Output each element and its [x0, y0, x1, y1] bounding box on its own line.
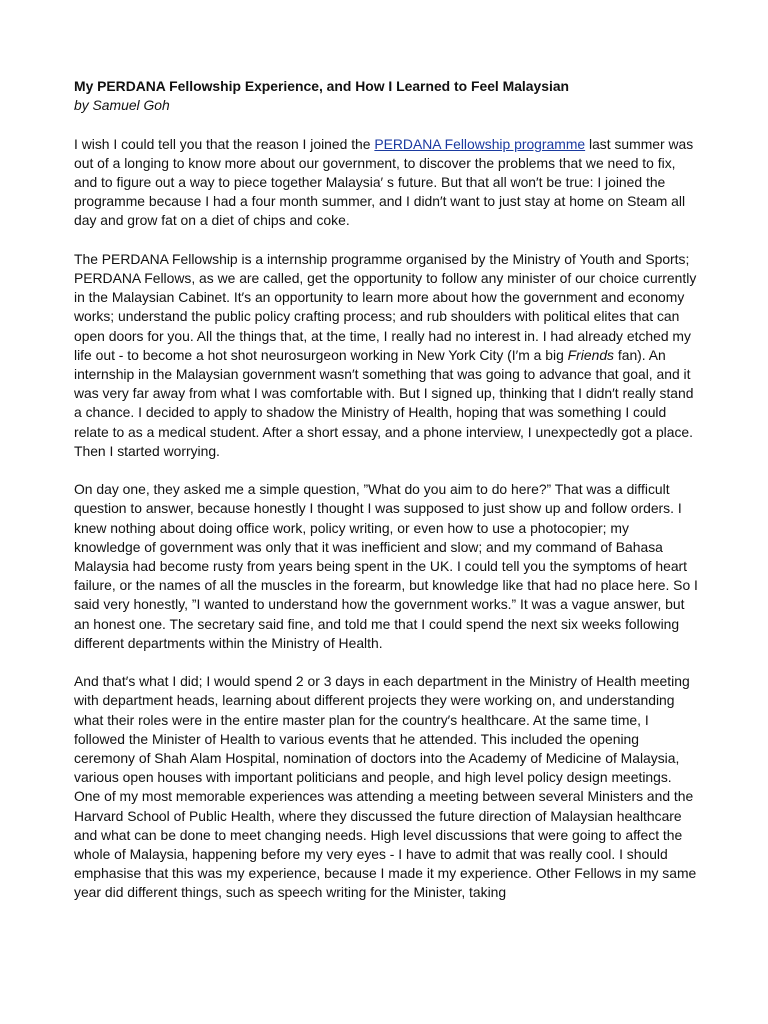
paragraph-3: On day one, they asked me a simple question, ”What do you aim to do here?” That was a difficult question to answer, because honestly I thought I was supposed to just show up and follow orders. I knew nothing about doing office work, policy writing, or even how to use a photocopier; my knowledge of government was only that it was inefficient and slow; and my command of Bahasa Malaysia had become rusty from years being spent in the UK. I could tell you the symptoms of heart failure, or the names of all the muscles in the forearm, but knowledge like that had no place here. So I said very honestly, ”I wanted to understand how the government works.” It was a vague answer, but an honest one. The secretary said fine, and told me that I could spend the next six weeks following different departments within the Ministry of Health. — [74, 481, 698, 651]
perdana-fellowship-link[interactable]: PERDANA Fellowship programme — [374, 135, 586, 152]
paragraph-1 — [74, 135, 698, 231]
article-byline: by Samuel Goh — [74, 97, 170, 114]
paragraph-1-text-b: last summer was out of a longing to know more about our government, to discover the problems that we need to fix, and to figure out a way to piece together Malaysia′ s future. But that all won′t be true: I joined the programme because I had a four month summer, and I didn′t want to just stay at home on Steam all day and grow fat on a diet of chips and coke. — [74, 135, 694, 229]
paragraph-2-text-b: fan). An internship in the Malaysian government wasn′t something that was going to advance that goal, and it was very far away from what I was comfortable with. But I signed up, thinking that I didn′t really stand a chance. I decided to apply to shadow the Ministry of Health, hoping that was something I could relate to as a medical student. After a short essay, and a phone interview, I unexpectedly got a place. Then I started worrying. — [74, 346, 694, 459]
paragraph-2 — [74, 250, 698, 461]
friends-emphasis: Friends — [567, 346, 614, 363]
paragraph-4: And that′s what I did; I would spend 2 or 3 days in each department in the Ministry of Health meeting with department heads, learning about different projects they were working on, and understanding what their roles were in the entire master plan for the country′s healthcare. At the same time, I followed the Minister of Health to various events that he attended. This included the opening ceremony of Shah Alam Hospital, nomination of doctors into the Academy of Medicine of Malaysia, various open houses with important politicians and people, and high level policy design meetings. One of my most memorable experiences was attending a meeting between several Ministers and the Harvard School of Public Health, where they discussed the future direction of Malaysian healthcare and what can be done to meet changing needs. High level discussions that were going to affect the whole of Malaysia, happening before my very eyes - I have to admit that was really cool. I should emphasise that this was my experience, because I made it my experience. Other Fellows in my same year did different things, such as speech writing for the Minister, taking — [74, 673, 697, 901]
paragraph-1-text-a: I wish I could tell you that the reason I joined the — [74, 135, 375, 152]
paragraph-2-text-a: The PERDANA Fellowship is a internship programme organised by the Ministry of Youth and Sports; PERDANA Fellows, as we are called, get the opportunity to follow any minister of our choice currently in the Malaysian Cabinet. It′s an opportunity to learn more about how the government and economy works; understand the public policy crafting process; and rub shoulders with political elites that can open doors for you. All the things that, at the time, I really had no interest in. I had already etched my life out - to become a hot shot neurosurgeon working in New York City (I′m a big — [74, 250, 697, 363]
document-page — [74, 77, 698, 922]
article-title: My PERDANA Fellowship Experience, and How I Learned to Feel Malaysian — [74, 78, 570, 94]
